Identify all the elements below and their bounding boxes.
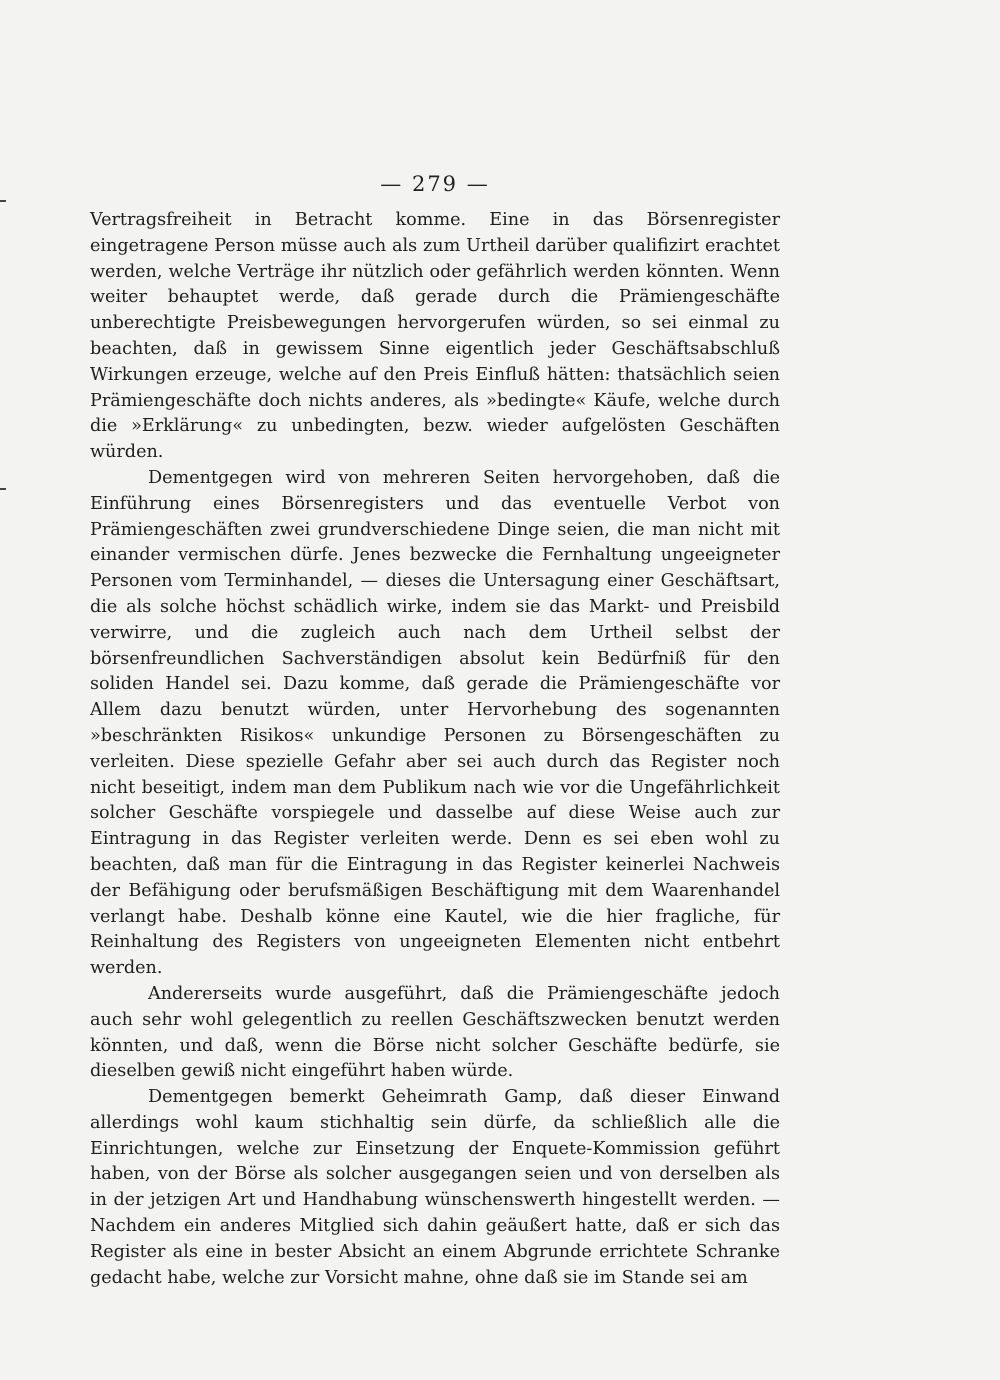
paragraph: Dementgegen bemerkt Geheimrath Gamp, daß dieser Einwand allerdings wohl kaum stichhaltig sein dürfe, da schließlich alle die Einrichtungen, welche zur Einsetzung der Enquete-Kommission geführt haben, von der Börse als solcher ausgegangen seien und von derselben als in der jetzigen Art und Handhabung wünschenswerth hingestellt werden. — Nachdem ein anderes Mitglied sich dahin geäußert hatte, daß er sich das Register als eine in bester Absicht an einem Abgrunde errichtete Schranke gedacht habe, welche zur Vorsicht mahne, ohne daß sie im Stande sei am	[90, 1087, 780, 1288]
margin-mark	[0, 200, 6, 202]
margin-mark	[0, 488, 6, 490]
paragraph: Andererseits wurde ausgeführt, daß die Prämiengeschäfte jedoch auch sehr wohl gelegentlich zu reellen Geschäftszwecken benutzt werden könnten, und daß, wenn die Börse nicht solcher Geschäfte bedürfe, sie dieselben gewiß nicht eingeführt haben würde.	[90, 983, 780, 1082]
page-number: — 279 —	[380, 172, 490, 196]
body-text	[90, 208, 780, 1291]
paragraph: Dementgegen wird von mehreren Seiten hervorgehoben, daß die Einführung eines Börsenregisters und das eventuelle Verbot von Prämiengeschäften zwei grundverschiedene Dinge seien, die man nicht mit einander vermischen dürfe. Jenes bezwecke die Fernhaltung ungeeigneter Personen vom Terminhandel, — dieses die Untersagung einer Geschäftsart, die als solche höchst schädlich wirke, indem sie das Markt- und Preisbild verwirre, und die zugleich auch nach dem Urtheil selbst der börsenfreundlichen Sachverständigen absolut kein Bedürfniß für den soliden Handel sei. Dazu komme, daß gerade die Prämiengeschäfte vor Allem dazu benutzt würden, unter Hervorhebung des sogenannten »beschränkten Risikos« unkundige Personen zu Börsengeschäften zu verleiten. Diese spezielle Gefahr aber sei auch durch das Register noch nicht beseitigt, indem man dem Publikum nach wie vor die Ungefährlichkeit solcher Geschäfte vorspiegele und dasselbe auf diese Weise auch zur Eintragung in das Register verleiten werde. Denn es sei eben wohl zu beachten, daß man für die Eintragung in das Register keinerlei Nachweis der Befähigung oder berufsmäßigen Beschäftigung mit dem Waarenhandel verlangt habe. Deshalb könne eine Kautel, wie die hier fragliche, für Reinhaltung des Registers von ungeeigneten Elementen nicht entbehrt werden.	[90, 467, 780, 979]
paragraph: Vertragsfreiheit in Betracht komme. Eine in das Börsenregister eingetragene Person müsse auch als zum Urtheil darüber qualifizirt erachtet werden, welche Verträge ihr nützlich oder gefährlich werden könnten. Wenn weiter behauptet werde, daß gerade durch die Prämiengeschäfte unberechtigte Preisbewegungen hervorgerufen würden, so sei einmal zu beachten, daß in gewissem Sinne eigentlich jeder Geschäftsabschluß Wirkungen erzeuge, welche auf den Preis Einfluß hätten: thatsächlich seien Prämiengeschäfte doch nichts anderes, als »bedingte« Käufe, welche durch die »Erklärung« zu unbedingten, bezw. wieder aufgelösten Geschäften würden.	[90, 210, 780, 463]
